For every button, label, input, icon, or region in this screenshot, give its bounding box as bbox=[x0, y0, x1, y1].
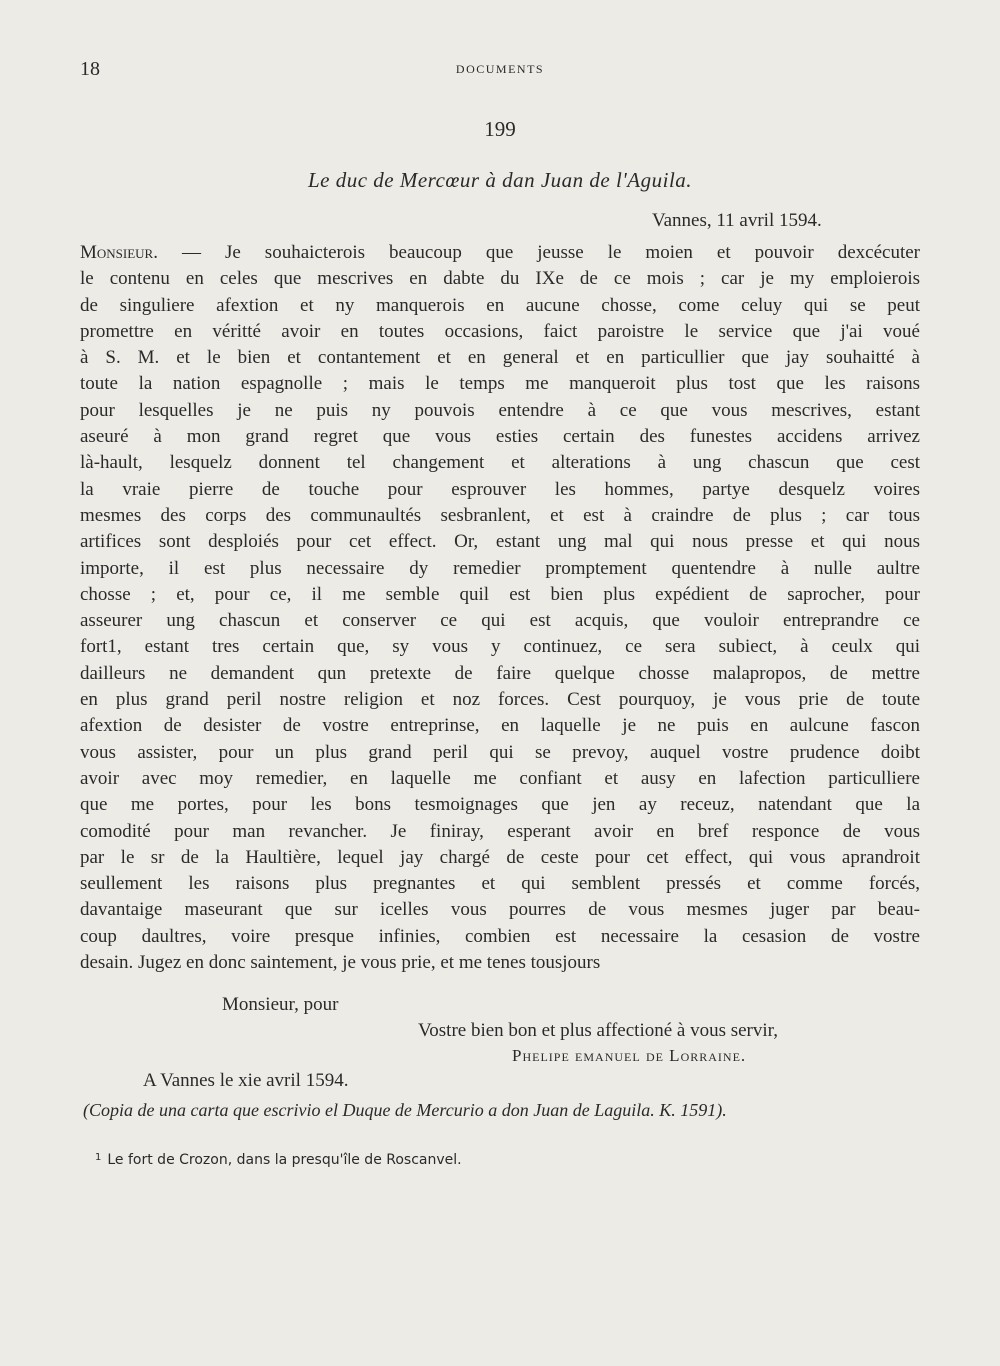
body-line-first bbox=[80, 240, 920, 266]
body-line: afextion de desister de vostre entreprinse, en laquelle je ne puis en aulcune fascon bbox=[80, 715, 920, 737]
body-line: avoir avec moy remedier, en laquelle me confiant et ausy en lafection particulliere bbox=[80, 767, 920, 789]
closing-formula: Vostre bien bon et plus affectioné à vous servir, bbox=[418, 1020, 778, 1041]
body-line: de singuliere afextion et ny manquerois en aucune chosse, come celuy qui se peut bbox=[80, 294, 920, 316]
body-line: en plus grand peril nostre religion et noz forces. Cest pourquoy, je vous prie de toute bbox=[80, 689, 920, 711]
body-line: importe, il est plus necessaire dy remedier promptement quentendre à nulle aultre bbox=[80, 557, 920, 579]
body-line: toute la nation espagnolle ; mais le temps me manqueroit plus tost que les raisons bbox=[80, 373, 920, 395]
salutation-word: Monsieur. bbox=[80, 242, 158, 263]
document-number: 199 bbox=[484, 117, 516, 141]
body-line: chosse ; et, pour ce, il me semble quil est bien plus expédient de saprocher, pour bbox=[80, 583, 920, 605]
body-line: davantaige maseurant que sur icelles vous pourres de vous mesmes juger par beau- bbox=[80, 899, 920, 921]
signature: Phelipe emanuel de Lorraine. bbox=[512, 1046, 747, 1065]
body-line: fort1, estant tres certain que, sy vous y continuez, ce sera subiect, à ceulx qui bbox=[80, 636, 920, 658]
body-line: à S. M. et le bien et contantement et en general et en particullier que jay souhaitté à bbox=[80, 347, 920, 369]
page-number: 18 bbox=[80, 58, 100, 80]
dateline: Vannes, 11 avril 1594. bbox=[652, 210, 822, 231]
body-line: promettre en véritté avoir en toutes occasions, faict paroistre le service que j'ai voué bbox=[80, 320, 920, 342]
body-line: que me portes, pour les bons tesmoignages que jen ay receuz, natendant que la bbox=[80, 794, 920, 816]
source-note: (Copia de una carta que escrivio el Duque de Mercurio a don Juan de Laguila. K. 1591). bbox=[83, 1100, 727, 1120]
body-line: comodité pour man revancher. Je finiray, esperant avoir en bref responce de vous bbox=[80, 820, 920, 842]
body-line-last: desain. Jugez en donc saintement, je vous prie, et me tenes tousjours bbox=[80, 952, 601, 974]
body-line: le contenu en celes que mescrives en dabte du IXe de ce mois ; car je my emploierois bbox=[80, 268, 920, 290]
footnote-marker: 1 bbox=[95, 1152, 102, 1163]
body-line: artifices sont desploiés pour cet effect. Or, estant ung mal qui nous presse et qui nous bbox=[80, 531, 920, 553]
document-title: Le duc de Mercœur à dan Juan de l'Aguila. bbox=[307, 168, 693, 192]
body-line: seullement les raisons plus pregnantes et qui semblent pressés et comme forcés, bbox=[80, 873, 920, 895]
body-line: la vraie pierre de touche pour esprouver les hommes, partye desquelz voires bbox=[80, 478, 920, 500]
body-line: par le sr de la Haultière, lequel jay chargé de ceste pour cet effect, qui vous aprandroit bbox=[80, 846, 920, 868]
body-line: dailleurs ne demandent qun pretexte de faire quelque chosse malapropos, de mettre bbox=[80, 662, 920, 684]
place-date: A Vannes le xie avril 1594. bbox=[143, 1070, 349, 1091]
letter-body bbox=[80, 240, 920, 976]
body-line: aseuré à mon grand regret que vous esties certain des funestes accidens arrivez bbox=[80, 426, 920, 448]
footnote-text: Le fort de Crozon, dans la presqu'île de Roscanvel. bbox=[107, 1152, 462, 1168]
body-line: vous assister, pour un plus grand peril qui se prevoy, auquel vostre prudence doibt bbox=[80, 741, 920, 763]
body-line: asseurer ung chascun et conserver ce qui est acquis, que vouloir entreprandre ce bbox=[80, 610, 920, 632]
body-line: mesmes des corps des communaultés sesbranlent, et est à craindre de plus ; car tous bbox=[80, 504, 920, 526]
body-line: coup daultres, voire presque infinies, combien est necessaire la cesasion de vostre bbox=[80, 925, 920, 947]
body-line: pour lesquelles je ne puis ny pouvois entendre à ce que vous mescrives, estant bbox=[80, 399, 920, 421]
body-line: là-hault, lesquelz donnent tel changement et alterations à ung chascun que cest bbox=[80, 452, 920, 474]
running-head: DOCUMENTS bbox=[455, 62, 545, 76]
closing-salutation: Monsieur, pour bbox=[222, 994, 339, 1015]
footnote bbox=[95, 1152, 462, 1168]
body-line-first-text: — Je souhaicterois beaucoup que jeusse le moien et pouvoir dexcécuter bbox=[157, 242, 920, 263]
